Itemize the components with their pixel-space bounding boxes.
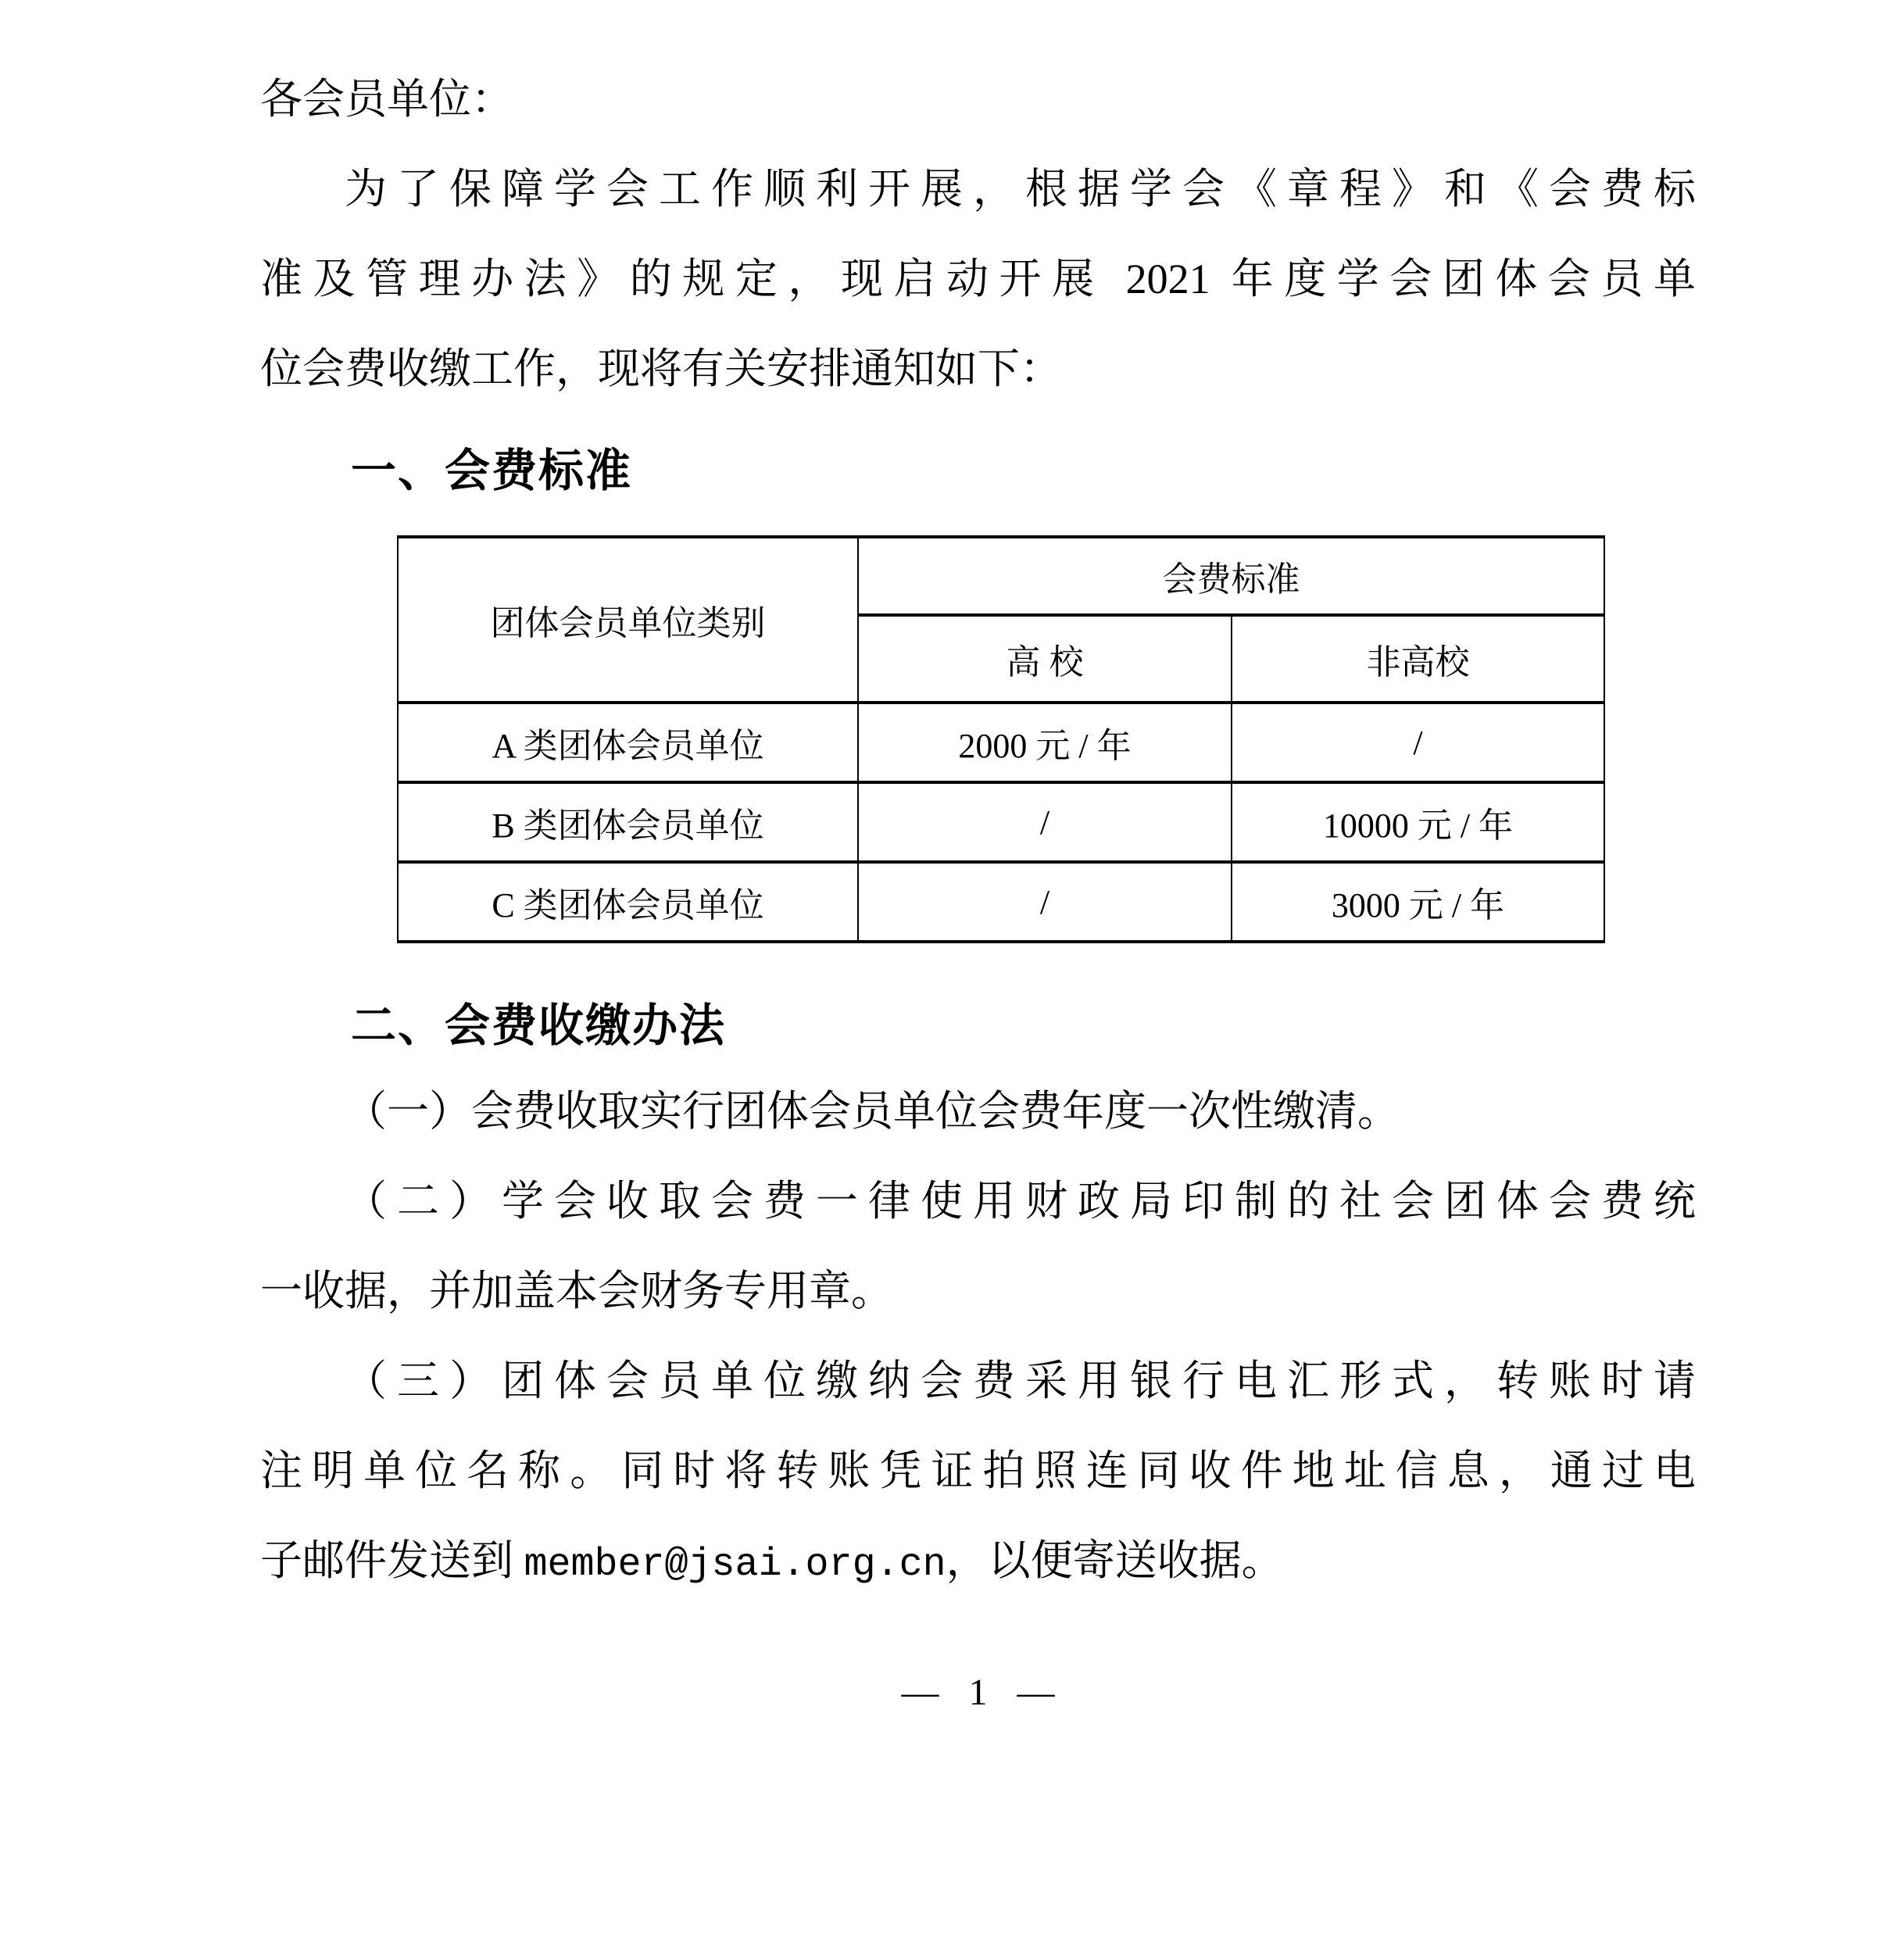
- section-heading-fee-standard: 一、会费标准: [351, 445, 633, 496]
- cell-c-non-university: 3000 元 / 年: [1232, 862, 1604, 942]
- method-3-line-2: 注明单位名称。同时将转账凭证拍照连同收件地址信息，通过电: [260, 1447, 1696, 1494]
- table-header-university: 高 校: [858, 615, 1232, 703]
- cell-category-a: A 类团体会员单位: [398, 703, 858, 782]
- intro-line-2: 准及管理办法》的规定，现启动开展 2021 年度学会团体会员单: [260, 256, 1696, 302]
- intro-line-1: 为了保障学会工作顺利开展，根据学会《章程》和《会费标: [345, 166, 1696, 213]
- cell-b-university: /: [858, 782, 1232, 862]
- table-row: [398, 782, 1604, 862]
- fee-standard-table: [397, 535, 1605, 943]
- method-3-line-3-suffix: ，以便寄送收据。: [946, 1537, 1284, 1584]
- cell-category-c: C 类团体会员单位: [398, 862, 858, 942]
- cell-a-non-university: /: [1232, 703, 1604, 782]
- page-number: — 1 —: [901, 1672, 1055, 1713]
- method-3-line-1: （三）团体会员单位缴纳会费采用银行电汇形式，转账时请: [345, 1357, 1696, 1404]
- method-2-line-2: 一收据，并加盖本会财务专用章。: [260, 1268, 893, 1314]
- table-row: [398, 862, 1604, 942]
- cell-c-university: /: [858, 862, 1232, 942]
- method-3-line-3: [260, 1516, 1696, 1610]
- cell-category-b: B 类团体会员单位: [398, 782, 858, 862]
- greeting-block: [260, 55, 1696, 145]
- method-paragraph-3: [260, 1336, 1696, 1610]
- intro-paragraph: [260, 145, 1696, 414]
- method-2-line-1: （二）学会收取会费一律使用财政局印制的社会团体会费统: [345, 1178, 1696, 1225]
- email-address: member@jsai.org.cn: [524, 1543, 946, 1587]
- table-header-category: 团体会员单位类别: [398, 537, 858, 703]
- cell-b-non-university: 10000 元 / 年: [1232, 782, 1604, 862]
- method-paragraph-2: [260, 1157, 1696, 1336]
- intro-line-3: 位会费收缴工作，现将有关安排通知如下：: [260, 345, 1062, 392]
- greeting-line: 各会员单位：: [260, 76, 513, 123]
- cell-a-university: 2000 元 / 年: [858, 703, 1232, 782]
- method-1-line-1: （一）会费收取实行团体会员单位会费年度一次性缴清。: [345, 1088, 1400, 1135]
- section-heading-fee-collection: 二、会费收缴办法: [351, 1000, 727, 1051]
- table-header-fee-standard: 会费标准: [858, 537, 1604, 615]
- method-paragraph-1: [260, 1067, 1696, 1157]
- table-row: [398, 703, 1604, 782]
- method-3-line-3-prefix: 子邮件发送到: [260, 1537, 524, 1584]
- table-header-non-university: 非高校: [1232, 615, 1604, 703]
